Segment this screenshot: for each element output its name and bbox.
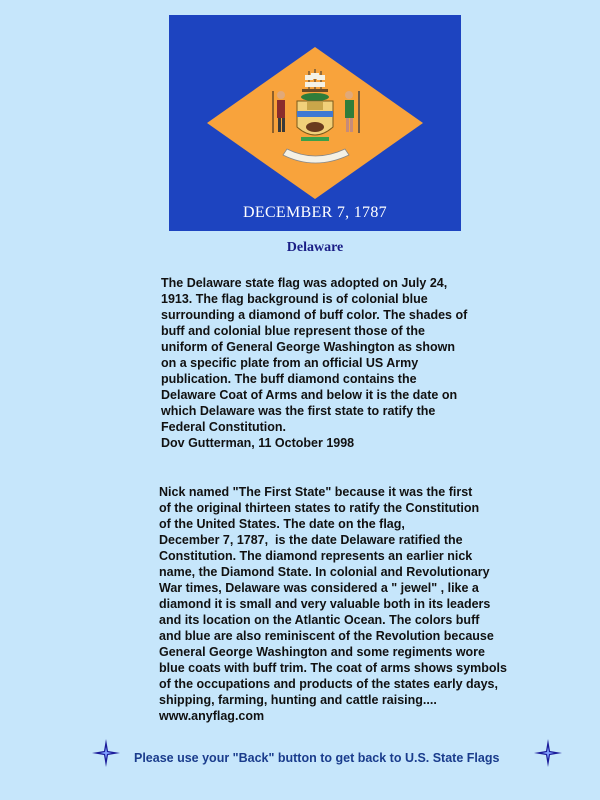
flag-date-text: DECEMBER 7, 1787 bbox=[243, 204, 387, 221]
delaware-flag-image bbox=[169, 15, 461, 231]
paragraph-line: of the occupations and products of the states early days, bbox=[159, 677, 498, 691]
paragraph-line: publication. The buff diamond contains the bbox=[161, 372, 417, 386]
paragraph-line: General George Washington and some regiments wore bbox=[159, 645, 485, 659]
paragraph-line: name, the Diamond State. In colonial and Revolutionary bbox=[159, 565, 490, 579]
paragraph-line: which Delaware was the first state to ratify the bbox=[161, 404, 436, 418]
paragraph-line: diamond it is small and very valuable both in its leaders bbox=[159, 597, 491, 611]
paragraph-line: of the original thirteen states to ratify the Constitution bbox=[159, 501, 480, 515]
back-to-state-flags-link[interactable]: Please use your "Back" button to get back to U.S. State Flags bbox=[134, 751, 500, 765]
paragraph-line: Constitution. The diamond represents an earlier nick bbox=[159, 549, 473, 563]
paragraph-line: shipping, farming, hunting and cattle raising.... bbox=[159, 693, 437, 707]
paragraph-line: on a specific plate from an official US Army bbox=[161, 356, 419, 370]
paragraph-line: www.anyflag.com bbox=[159, 709, 265, 723]
paragraph-line: of the United States. The date on the flag, bbox=[159, 517, 405, 531]
paragraph-line: Delaware Coat of Arms and below it is the date on bbox=[161, 388, 458, 402]
paragraph-line: Dov Gutterman, 11 October 1998 bbox=[161, 436, 355, 450]
paragraph-line: The Delaware state flag was adopted on July 24, bbox=[161, 276, 448, 290]
paragraph-line: surrounding a diamond of buff color. The shades of bbox=[161, 308, 468, 322]
compass-star-icon bbox=[534, 739, 562, 767]
nickname-description-paragraph bbox=[159, 484, 507, 724]
paragraph-line: buff and colonial blue represent those of the bbox=[161, 324, 425, 338]
paragraph-line: blue coats with buff trim. The coat of arms shows symbols bbox=[159, 661, 507, 675]
page-title: Delaware bbox=[286, 240, 344, 255]
paragraph-line: Nick named "The First State" because it was the first bbox=[159, 485, 473, 499]
paragraph-line: and blue are also reminiscent of the Revolution because bbox=[159, 629, 494, 643]
paragraph-line: War times, Delaware was considered a " jewel" , like a bbox=[159, 581, 479, 595]
paragraph-line: 1913. The flag background is of colonial blue bbox=[161, 292, 428, 306]
flag-description-paragraph bbox=[161, 275, 467, 451]
paragraph-line: December 7, 1787, is the date Delaware ratified the bbox=[159, 533, 463, 547]
paragraph-line: uniform of General George Washington as shown bbox=[161, 340, 456, 354]
flag-graphic bbox=[169, 15, 461, 231]
compass-star-icon bbox=[92, 739, 120, 767]
paragraph-line: and its location on the Atlantic Ocean. The colors buff bbox=[159, 613, 480, 627]
paragraph-line: Federal Constitution. bbox=[161, 420, 286, 434]
